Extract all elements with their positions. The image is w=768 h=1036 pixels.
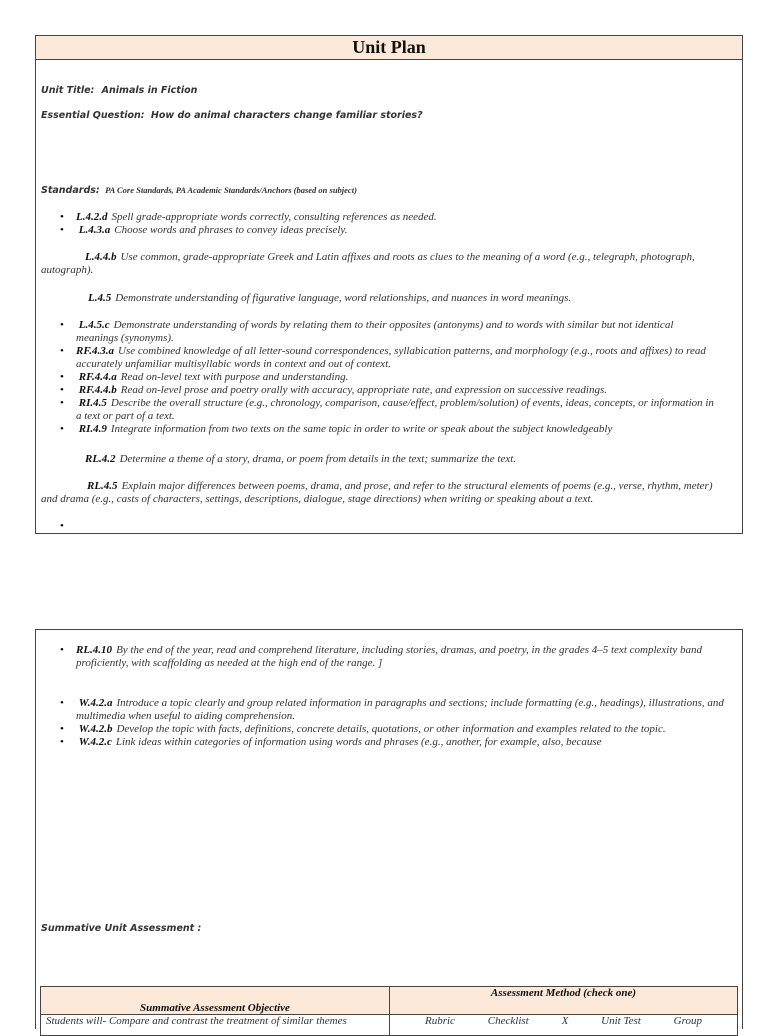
- method-checklist-option[interactable]: Checklist: [487, 1015, 529, 1027]
- standard-paragraph: RL.4.2 Determine a theme of a story, drama, or poem from details in the text; summarize the text.: [85, 453, 517, 465]
- assessment-method-cell: [390, 1015, 738, 1036]
- standard-item: • RF.4.3.a Use combined knowledge of all letter-sound correspondences, syllabication patterns, and morphology (e.g., roots and affixes) to read accurately unfamiliar multisyllabic words in context and out of context.: [76, 345, 716, 371]
- unit-title-label: Unit Title:: [41, 85, 95, 96]
- empty-bullet: [76, 520, 176, 533]
- standard-item: • W.4.2.c Link ideas within categories of information using words and phrases (e.g., another, for example, also, because: [76, 736, 726, 749]
- standards-list-3: [36, 644, 726, 670]
- empty-bullet-list: [36, 520, 176, 533]
- standard-item: • RI.4.5 Describe the overall structure (e.g., chronology, comparison, cause/effect, problem/solution) of events, ideas, concepts, or information in a text or part of a text.: [76, 397, 716, 423]
- standard-item: • RF.4.4.b Read on-level prose and poetry orally with accuracy, appropriate rate, and expression on successive readings.: [76, 384, 716, 397]
- standards-list-4: [36, 697, 726, 749]
- standard-item: • L.4.2.d Spell grade-appropriate words correctly, consulting references as needed.: [76, 211, 736, 224]
- unit-title-line: [41, 85, 197, 96]
- standard-paragraph: RL.4.5 Explain major differences between poems, drama, and prose, and refer to the structural elements of poems (e.g., verse, rhythm, meter) and drama (e.g., casts of characters, settings, descriptions, dialogue, stage directions) when writing or speaking about a text.: [41, 480, 713, 505]
- standards-heading: [41, 185, 357, 196]
- assessment-objective-header: Summative Assessment Objective: [41, 987, 390, 1015]
- method-group-option[interactable]: Group: [673, 1015, 702, 1027]
- standards-list-1: [36, 211, 736, 237]
- standard-item: • RI.4.9 Integrate information from two texts on the same topic in order to write or speak about the subject knowledgeably: [76, 423, 716, 436]
- standard-item: • W.4.2.b Develop the topic with facts, definitions, concrete details, quotations, or other information and examples related to the topic.: [76, 723, 726, 736]
- unit-plan-section-continued: [35, 629, 743, 1029]
- page-title: Unit Plan: [36, 36, 742, 60]
- assessment-objective-cell: Students will- Compare and contrast the treatment of similar themes: [41, 1015, 390, 1036]
- assessment-method-header: Assessment Method (check one): [390, 987, 738, 1015]
- method-unit-test-option[interactable]: Unit Test: [601, 1015, 641, 1027]
- method-rubric-option[interactable]: Rubric: [425, 1015, 455, 1027]
- standard-item: • RF.4.4.a Read on-level text with purpose and understanding.: [76, 371, 716, 384]
- standard-item: • L.4.5.c Demonstrate understanding of words by relating them to their opposites (antonyms) and to words with similar but not identical meanings (synonyms).: [76, 319, 716, 345]
- standard-item: • W.4.2.a Introduce a topic clearly and group related information in paragraphs and sections; include formatting (e.g., headings), illustrations, and multimedia when useful to aiding comprehension.: [76, 697, 726, 723]
- standard-paragraph: L.4.4.b Use common, grade-appropriate Greek and Latin affixes and roots as clues to the meaning of a word (e.g., telegraph, photograph, autograph).: [41, 251, 695, 276]
- standard-item: • RL.4.10 By the end of the year, read and comprehend literature, including stories, dramas, and poetry, in the grades 4–5 text complexity band proficiently, with scaffolding as needed at the high end of the range. ]: [76, 644, 726, 670]
- standards-label: Standards:: [41, 185, 100, 196]
- unit-title-value: Animals in Fiction: [101, 85, 198, 96]
- essential-question-label: Essential Question:: [41, 110, 145, 121]
- standard-item: • L.4.3.a Choose words and phrases to convey ideas precisely.: [76, 224, 736, 237]
- essential-question-line: [41, 110, 423, 121]
- summative-assessment-label: Summative Unit Assessment :: [41, 923, 202, 934]
- unit-plan-section: [35, 35, 743, 534]
- assessment-table: [40, 986, 738, 1036]
- essential-question-value: How do animal characters change familiar stories?: [150, 110, 423, 121]
- standards-sublabel: PA Core Standards, PA Academic Standards/Anchors (based on subject): [105, 185, 357, 195]
- standards-list-2: [36, 319, 716, 436]
- method-check-mark: X: [561, 1015, 569, 1027]
- standard-paragraph: L.4.5 Demonstrate understanding of figurative language, word relationships, and nuances in word meanings.: [88, 292, 572, 304]
